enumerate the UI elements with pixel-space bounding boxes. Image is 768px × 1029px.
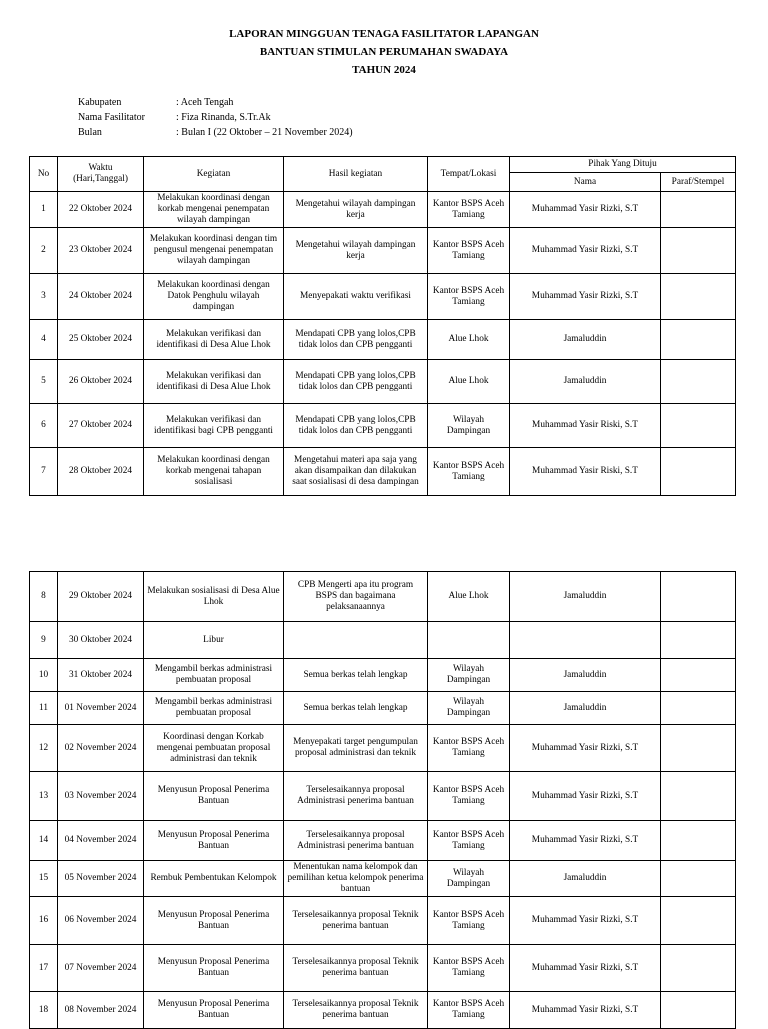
title-line-1: LAPORAN MINGGUAN TENAGA FASILITATOR LAPANGAN: [229, 28, 539, 40]
cell-tempat: Alue Lhok: [428, 320, 510, 360]
header-pihak: Pihak Yang Dituju: [510, 157, 736, 173]
info-label: Nama Fasilitator: [78, 112, 145, 123]
cell-kegiatan: Melakukan koordinasi dengan korkab mengenai tahapan sosialisasi: [144, 448, 284, 496]
cell-waktu: 28 Oktober 2024: [58, 448, 144, 496]
cell-kegiatan: Menyusun Proposal Penerima Bantuan: [144, 772, 284, 821]
cell-hasil: CPB Mengerti apa itu program BSPS dan bagaimana pelaksanaannya: [284, 572, 428, 622]
cell-waktu: 31 Oktober 2024: [58, 659, 144, 692]
cell-nama: Muhammad Yasir Rizki, S.T: [510, 274, 661, 320]
cell-no: 12: [30, 725, 58, 772]
table-row: [30, 274, 736, 320]
table-row: [30, 692, 736, 725]
info-fasilitator: [78, 110, 353, 125]
cell-hasil: Terselesaikannya proposal Teknik penerima bantuan: [284, 897, 428, 945]
cell-kegiatan: Libur: [144, 622, 284, 659]
cell-waktu: 24 Oktober 2024: [58, 274, 144, 320]
cell-paraf: [661, 404, 736, 448]
table-row: [30, 725, 736, 772]
cell-nama: Jamaluddin: [510, 360, 661, 404]
cell-waktu: 07 November 2024: [58, 945, 144, 992]
table-row: [30, 992, 736, 1029]
table-row: [30, 659, 736, 692]
cell-waktu: 25 Oktober 2024: [58, 320, 144, 360]
cell-paraf: [661, 861, 736, 897]
cell-no: 4: [30, 320, 58, 360]
cell-kegiatan: Menyusun Proposal Penerima Bantuan: [144, 821, 284, 861]
cell-waktu: 08 November 2024: [58, 992, 144, 1029]
cell-kegiatan: Menyusun Proposal Penerima Bantuan: [144, 945, 284, 992]
cell-nama: Muhammad Yasir Rizki, S.T: [510, 772, 661, 821]
report-info: [78, 95, 353, 140]
header-hasil: Hasil kegiatan: [284, 157, 428, 192]
cell-nama: Jamaluddin: [510, 320, 661, 360]
cell-paraf: [661, 274, 736, 320]
table-row: [30, 821, 736, 861]
cell-paraf: [661, 897, 736, 945]
cell-hasil: Menentukan nama kelompok dan pemilihan ketua kelompok penerima bantuan: [284, 861, 428, 897]
cell-no: 10: [30, 659, 58, 692]
header-no: No: [30, 157, 58, 192]
cell-waktu: 26 Oktober 2024: [58, 360, 144, 404]
cell-tempat: Alue Lhok: [428, 572, 510, 622]
cell-hasil: [284, 622, 428, 659]
info-bulan: [78, 125, 353, 140]
cell-kegiatan: Melakukan sosialisasi di Desa Alue Lhok: [144, 572, 284, 622]
cell-tempat: [428, 622, 510, 659]
cell-nama: Muhammad Yasir Rizki, S.T: [510, 897, 661, 945]
cell-no: 16: [30, 897, 58, 945]
cell-nama: Muhammad Yasir Rizki, S.T: [510, 945, 661, 992]
table-row: [30, 897, 736, 945]
cell-hasil: Mengetahui wilayah dampingan kerja: [284, 192, 428, 228]
cell-hasil: Semua berkas telah lengkap: [284, 659, 428, 692]
cell-no: 11: [30, 692, 58, 725]
cell-no: 3: [30, 274, 58, 320]
cell-waktu: 27 Oktober 2024: [58, 404, 144, 448]
cell-nama: Muhammad Yasir Rizki, S.T: [510, 992, 661, 1029]
table-row: [30, 192, 736, 228]
table-row: [30, 360, 736, 404]
cell-paraf: [661, 320, 736, 360]
header-nama: Nama: [510, 173, 661, 192]
cell-no: 5: [30, 360, 58, 404]
cell-nama: Muhammad Yasir Rizki, S.T: [510, 821, 661, 861]
cell-kegiatan: Melakukan verifikasi dan identifikasi di Desa Alue Lhok: [144, 320, 284, 360]
cell-tempat: Alue Lhok: [428, 360, 510, 404]
report-title: [0, 25, 768, 79]
cell-hasil: Terselesaikannya proposal Administrasi penerima bantuan: [284, 772, 428, 821]
cell-hasil: Terselesaikannya proposal Teknik penerima bantuan: [284, 945, 428, 992]
cell-tempat: Kantor BSPS Aceh Tamiang: [428, 945, 510, 992]
info-value: : Bulan I (22 Oktober – 21 November 2024): [176, 127, 353, 138]
title-line-2: BANTUAN STIMULAN PERUMAHAN SWADAYA: [259, 46, 509, 58]
cell-paraf: [661, 821, 736, 861]
cell-no: 6: [30, 404, 58, 448]
cell-tempat: Wilayah Dampingan: [428, 659, 510, 692]
cell-tempat: Kantor BSPS Aceh Tamiang: [428, 725, 510, 772]
table-row: [30, 945, 736, 992]
info-kabupaten: [78, 95, 353, 110]
cell-no: 8: [30, 572, 58, 622]
cell-nama: Muhammad Yasir Rizki, S.T: [510, 228, 661, 274]
cell-waktu: 23 Oktober 2024: [58, 228, 144, 274]
cell-paraf: [661, 622, 736, 659]
cell-tempat: Kantor BSPS Aceh Tamiang: [428, 192, 510, 228]
cell-waktu: 06 November 2024: [58, 897, 144, 945]
cell-kegiatan: Melakukan koordinasi dengan Datok Penghulu wilayah dampingan: [144, 274, 284, 320]
cell-paraf: [661, 228, 736, 274]
cell-nama: Muhammad Yasir Rizki, S.T: [510, 725, 661, 772]
cell-kegiatan: Koordinasi dengan Korkab mengenai pembuatan proposal administrasi dan teknik: [144, 725, 284, 772]
cell-tempat: Wilayah Dampingan: [428, 692, 510, 725]
cell-nama: Jamaluddin: [510, 659, 661, 692]
cell-tempat: Kantor BSPS Aceh Tamiang: [428, 821, 510, 861]
cell-hasil: Mengetahui materi apa saja yang akan disampaikan dan dilakukan saat sosialisasi di desa dampingan: [284, 448, 428, 496]
cell-waktu: 22 Oktober 2024: [58, 192, 144, 228]
cell-nama: Muhammad Yasir Riski, S.T: [510, 404, 661, 448]
cell-hasil: Menyepakati target pengumpulan proposal administrasi dan teknik: [284, 725, 428, 772]
cell-no: 7: [30, 448, 58, 496]
info-value: : Fiza Rinanda, S.Tr.Ak: [176, 112, 271, 123]
cell-waktu: 05 November 2024: [58, 861, 144, 897]
cell-no: 15: [30, 861, 58, 897]
cell-no: 17: [30, 945, 58, 992]
header-waktu: Waktu (Hari,Tanggal): [58, 157, 144, 192]
cell-paraf: [661, 572, 736, 622]
cell-hasil: Mengetahui wilayah dampingan kerja: [284, 228, 428, 274]
cell-nama: Muhammad Yasir Riski, S.T: [510, 448, 661, 496]
title-line-3: TAHUN 2024: [352, 64, 416, 76]
cell-paraf: [661, 992, 736, 1029]
cell-hasil: Semua berkas telah lengkap: [284, 692, 428, 725]
cell-tempat: Kantor BSPS Aceh Tamiang: [428, 448, 510, 496]
table-row: [30, 861, 736, 897]
table-row: [30, 404, 736, 448]
activity-table-page-2: [29, 571, 736, 1029]
cell-paraf: [661, 192, 736, 228]
cell-no: 18: [30, 992, 58, 1029]
table-row: [30, 320, 736, 360]
table-row: [30, 572, 736, 622]
cell-kegiatan: Menyusun Proposal Penerima Bantuan: [144, 992, 284, 1029]
cell-hasil: Terselesaikannya proposal Administrasi penerima bantuan: [284, 821, 428, 861]
table-row: [30, 622, 736, 659]
cell-nama: [510, 622, 661, 659]
cell-kegiatan: Mengambil berkas administrasi pembuatan proposal: [144, 659, 284, 692]
cell-no: 9: [30, 622, 58, 659]
cell-paraf: [661, 692, 736, 725]
activity-table-page-1: [29, 156, 736, 496]
cell-nama: Jamaluddin: [510, 692, 661, 725]
cell-no: 13: [30, 772, 58, 821]
cell-hasil: Terselesaikannya proposal Teknik penerima bantuan: [284, 992, 428, 1029]
cell-no: 14: [30, 821, 58, 861]
cell-kegiatan: Melakukan koordinasi dengan tim pengusul mengenai penempatan wilayah dampingan: [144, 228, 284, 274]
cell-nama: Muhammad Yasir Rizki, S.T: [510, 192, 661, 228]
cell-hasil: Menyepakati waktu verifikasi: [284, 274, 428, 320]
info-label: Bulan: [78, 127, 102, 138]
cell-waktu: 29 Oktober 2024: [58, 572, 144, 622]
cell-kegiatan: Menyusun Proposal Penerima Bantuan: [144, 897, 284, 945]
cell-hasil: Mendapati CPB yang lolos,CPB tidak lolos dan CPB pengganti: [284, 360, 428, 404]
cell-waktu: 30 Oktober 2024: [58, 622, 144, 659]
cell-kegiatan: Melakukan verifikasi dan identifikasi di Desa Alue Lhok: [144, 360, 284, 404]
header-paraf: Paraf/Stempel: [661, 173, 736, 192]
cell-waktu: 04 November 2024: [58, 821, 144, 861]
header-kegiatan: Kegiatan: [144, 157, 284, 192]
cell-paraf: [661, 772, 736, 821]
header-tempat: Tempat/Lokasi: [428, 157, 510, 192]
cell-tempat: Kantor BSPS Aceh Tamiang: [428, 772, 510, 821]
cell-tempat: Kantor BSPS Aceh Tamiang: [428, 992, 510, 1029]
cell-paraf: [661, 945, 736, 992]
table-row: [30, 772, 736, 821]
cell-waktu: 02 November 2024: [58, 725, 144, 772]
cell-hasil: Mendapati CPB yang lolos,CPB tidak lolos dan CPB pengganti: [284, 404, 428, 448]
cell-kegiatan: Rembuk Pembentukan Kelompok: [144, 861, 284, 897]
cell-tempat: Wilayah Dampingan: [428, 861, 510, 897]
table-body-page-1: [30, 192, 736, 496]
cell-tempat: Wilayah Dampingan: [428, 404, 510, 448]
cell-no: 1: [30, 192, 58, 228]
info-value: : Aceh Tengah: [176, 97, 234, 108]
info-label: Kabupaten: [78, 97, 122, 108]
cell-waktu: 03 November 2024: [58, 772, 144, 821]
cell-paraf: [661, 659, 736, 692]
cell-tempat: Kantor BSPS Aceh Tamiang: [428, 274, 510, 320]
cell-paraf: [661, 448, 736, 496]
cell-hasil: Mendapati CPB yang lolos,CPB tidak lolos dan CPB pengganti: [284, 320, 428, 360]
cell-nama: Jamaluddin: [510, 572, 661, 622]
cell-kegiatan: Mengambil berkas administrasi pembuatan proposal: [144, 692, 284, 725]
cell-paraf: [661, 725, 736, 772]
cell-tempat: Kantor BSPS Aceh Tamiang: [428, 897, 510, 945]
cell-kegiatan: Melakukan koordinasi dengan korkab mengenai penempatan wilayah dampingan: [144, 192, 284, 228]
table-row: [30, 448, 736, 496]
cell-waktu: 01 November 2024: [58, 692, 144, 725]
cell-kegiatan: Melakukan verifikasi dan identifikasi bagi CPB pengganti: [144, 404, 284, 448]
cell-nama: Jamaluddin: [510, 861, 661, 897]
cell-tempat: Kantor BSPS Aceh Tamiang: [428, 228, 510, 274]
table-row: [30, 228, 736, 274]
cell-paraf: [661, 360, 736, 404]
table-body-page-2: [30, 572, 736, 1029]
cell-no: 2: [30, 228, 58, 274]
